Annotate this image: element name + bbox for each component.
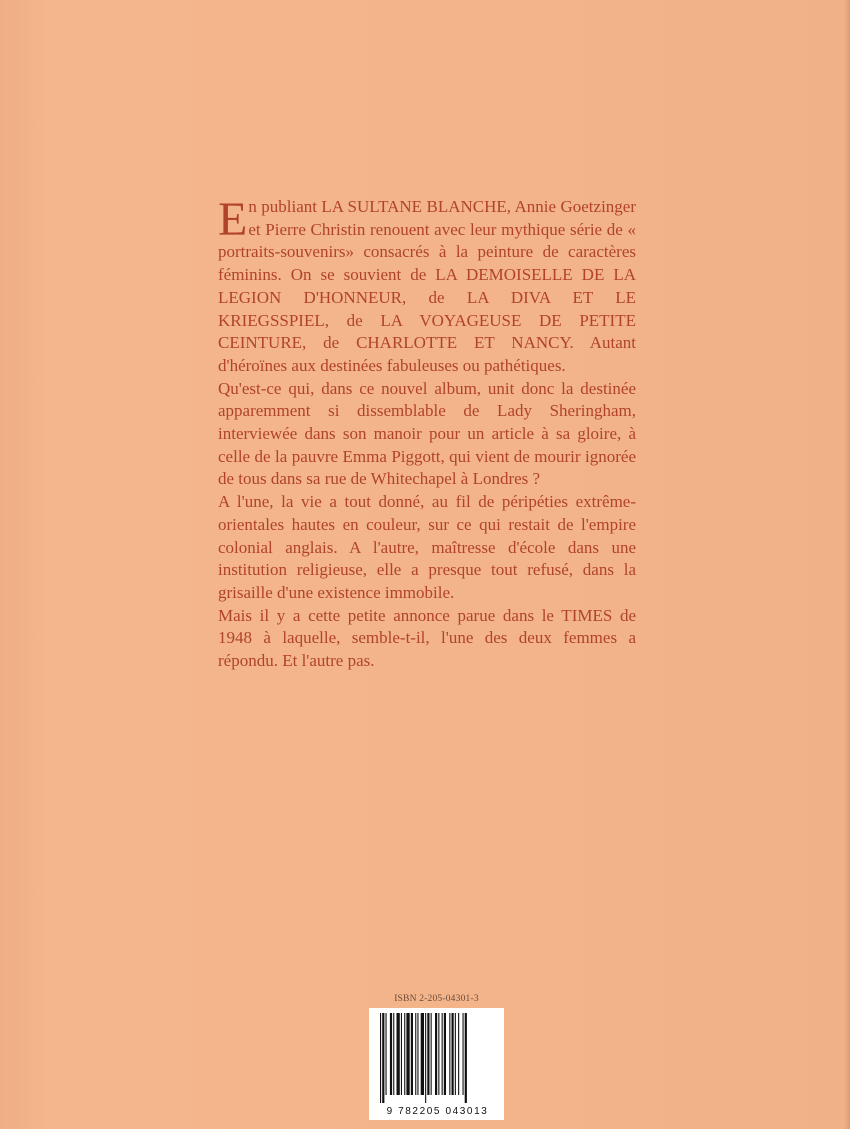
- barcode-bar: [393, 1013, 394, 1095]
- barcode-bar: [406, 1013, 409, 1095]
- barcode-bar: [442, 1013, 443, 1095]
- barcode-area: [369, 994, 504, 1120]
- barcode-bar: [397, 1013, 400, 1095]
- barcode-bar: [404, 1013, 405, 1095]
- barcode-bar: [425, 1013, 426, 1103]
- barcode-bar: [431, 1013, 432, 1095]
- barcode-bar: [435, 1013, 437, 1095]
- barcode-bar: [438, 1013, 439, 1095]
- barcode-icon: [370, 1009, 503, 1105]
- barcode-bar: [444, 1013, 446, 1095]
- barcode-bar: [417, 1013, 418, 1095]
- barcode-bar: [427, 1013, 429, 1095]
- blurb-text: [218, 193, 636, 673]
- blurb-paragraph-1-text: n publiant LA SULTANE BLANCHE, Annie Goetzinger et Pierre Christin renouent avec leur mythique série de « portraits-souvenirs» consacrés à la peinture de caractères féminins. On se souvient de LA DEMOISELLE DE LA LEGION D'HONNEUR, de LA DIVA ET LE KRIEGSSPIEL, de LA VOYAGEUSE DE PETITE CEINTURE, de CHARLOTTE ET NANCY. Autant d'héroïnes aux destinées fabuleuses ou pathétiques.: [218, 197, 636, 375]
- barcode-bar: [452, 1013, 454, 1095]
- barcode-bar: [463, 1013, 464, 1095]
- barcode-bar: [465, 1013, 467, 1103]
- barcode-bar: [458, 1013, 459, 1095]
- barcode-bar: [380, 1013, 381, 1103]
- barcode-digits: 9 782205 043013: [386, 1106, 489, 1117]
- blurb-paragraph-2: Qu'est-ce qui, dans ce nouvel album, unit donc la destinée apparemment si dissemblable de Lady Sheringham, interviewée dans son manoir pour un article à sa gloire, à celle de la pauvre Emma Piggott, qui vient de mourir ignorée de tous dans sa rue de Whitechapel à Londres ?: [218, 378, 636, 489]
- blurb-paragraph-3: A l'une, la vie a tout donné, au fil de péripéties extrême-orientales hautes en couleur, sur ce qui restait de l'empire colonial anglais. A l'autre, maîtresse d'école dans une institution religieuse, elle a presque tout refusé, dans la grisaille d'une existence immobile.: [218, 492, 636, 602]
- barcode-bar: [386, 1013, 387, 1095]
- barcode-bar: [455, 1013, 456, 1095]
- barcode-bar: [449, 1013, 450, 1095]
- barcode-bar: [401, 1013, 402, 1095]
- cover-edge-shadow: [844, 0, 850, 1129]
- blurb-paragraph-4: Mais il y a cette petite annonce parue dans le TIMES de 1948 à laquelle, semble-t-il, l'une des deux femmes a répondu. Et l'autre pas.: [218, 605, 636, 671]
- barcode-bar: [411, 1013, 413, 1095]
- isbn-label: ISBN 2-205-04301-3: [394, 994, 479, 1004]
- barcode: [369, 1008, 504, 1120]
- blurb-paragraph-1: [218, 193, 636, 378]
- barcode-bar: [382, 1013, 384, 1103]
- barcode-bar: [421, 1013, 424, 1095]
- barcode-bar: [390, 1013, 392, 1095]
- barcode-bar: [415, 1013, 416, 1095]
- drop-cap: E: [218, 193, 248, 246]
